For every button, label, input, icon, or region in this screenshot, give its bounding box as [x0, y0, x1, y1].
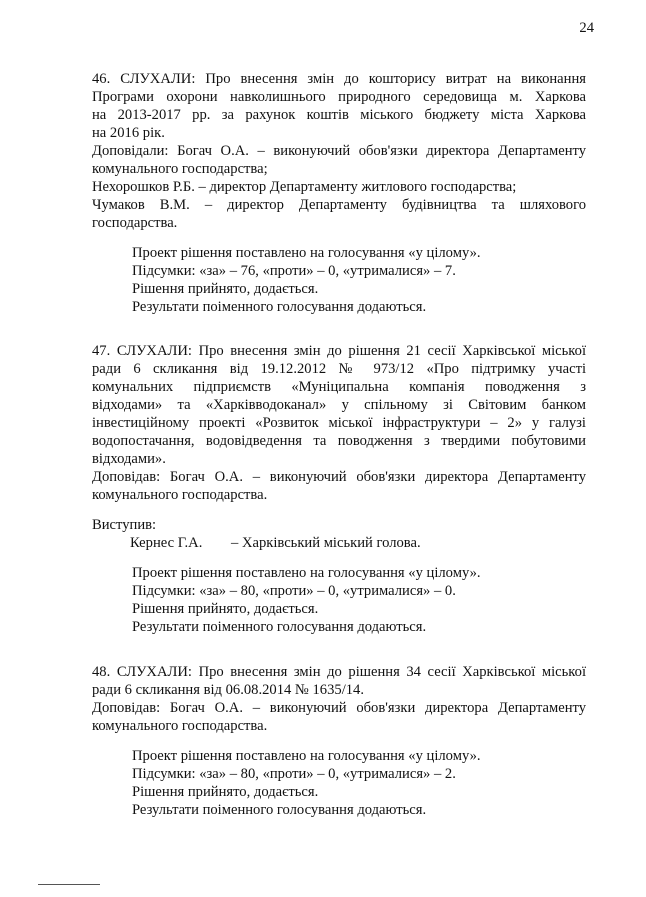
roll-call-line: Результати поіменного голосування додаються. — [132, 802, 427, 818]
vote-put-line: Проект рішення поставлено на голосування «у цілому». — [132, 245, 481, 261]
heard-line: відходами». — [92, 451, 166, 467]
speaker-name: Кернес Г.А. — [130, 535, 203, 551]
reported-line: комунального господарства; — [92, 161, 268, 177]
vote-decision-line: Рішення прийнято, додається. — [132, 784, 319, 800]
reported-line: Нехорошков Р.Б. – директор Департаменту житлового господарства; — [92, 179, 517, 195]
vote-put-line: Проект рішення поставлено на голосування «у цілому». — [132, 565, 481, 581]
reported-line: комунального господарства. — [92, 487, 268, 503]
page-number: 24 — [579, 20, 594, 36]
vote-put-line: Проект рішення поставлено на голосування «у цілому». — [132, 748, 481, 764]
heard-line: ради 6 скликання від 19.12.2012 № 973/12 «Про підтримку участі — [92, 361, 586, 377]
vote-results-line: Підсумки: «за» – 76, «проти» – 0, «утрималися» – 7. — [132, 263, 456, 279]
heard-line: водопостачання, водовідведення та поводження з твердими побутовими — [92, 433, 586, 449]
vote-decision-line: Рішення прийнято, додається. — [132, 601, 319, 617]
reported-line: господарства. — [92, 215, 178, 231]
reported-line: Доповідали: Богач О.А. – виконуючий обов'язки директора Департаменту — [92, 143, 586, 159]
heard-line: 48. СЛУХАЛИ: Про внесення змін до рішення 34 сесії Харківської міської — [92, 664, 586, 680]
reported-line: Доповідав: Богач О.А. – виконуючий обов'язки директора Департаменту — [92, 469, 586, 485]
reported-line: Доповідав: Богач О.А. – виконуючий обов'язки директора Департаменту — [92, 700, 586, 716]
heard-line: комунальних підприємств «Муніципальна компанія поводження з — [92, 379, 586, 395]
heard-line: відходами» та «Харківводоканал» у спільному зі Світовим банком — [92, 397, 586, 413]
vote-results-line: Підсумки: «за» – 80, «проти» – 0, «утрималися» – 0. — [132, 583, 456, 599]
roll-call-line: Результати поіменного голосування додаються. — [132, 619, 427, 635]
footer-rule — [38, 884, 100, 885]
item-number-label: 48. СЛУХАЛИ: — [92, 664, 192, 680]
heard-line: на 2016 рік. — [92, 125, 165, 141]
vote-results-line: Підсумки: «за» – 80, «проти» – 0, «утрималися» – 2. — [132, 766, 456, 782]
heard-line: 46. СЛУХАЛИ: Про внесення змін до кошторису витрат на виконання — [92, 71, 586, 87]
roll-call-line: Результати поіменного голосування додаються. — [132, 299, 427, 315]
speeches-label: Виступив: — [92, 517, 157, 533]
heard-line: інвестиційному проекті «Розвиток міської інфраструктури – 2» у галузі — [92, 415, 586, 431]
reported-line: комунального господарства. — [92, 718, 268, 734]
heard-line: Програми охорони навколишнього природного середовища м. Харкова — [92, 89, 586, 105]
item-number-label: 46. СЛУХАЛИ: — [92, 71, 196, 87]
heard-line: на 2013-2017 рр. за рахунок коштів міського бюджету міста Харкова — [92, 107, 586, 123]
heard-line: 47. СЛУХАЛИ: Про внесення змін до рішення 21 сесії Харківської міської — [92, 343, 586, 359]
speaker-role: – Харківський міський голова. — [231, 535, 421, 551]
heard-line: ради 6 скликання від 06.08.2014 № 1635/14. — [92, 682, 364, 698]
item-number-label: 47. СЛУХАЛИ: — [92, 343, 192, 359]
speaker-line — [130, 534, 421, 552]
vote-decision-line: Рішення прийнято, додається. — [132, 281, 319, 297]
reported-line: Чумаков В.М. – директор Департаменту будівництва та шляхового — [92, 197, 586, 213]
